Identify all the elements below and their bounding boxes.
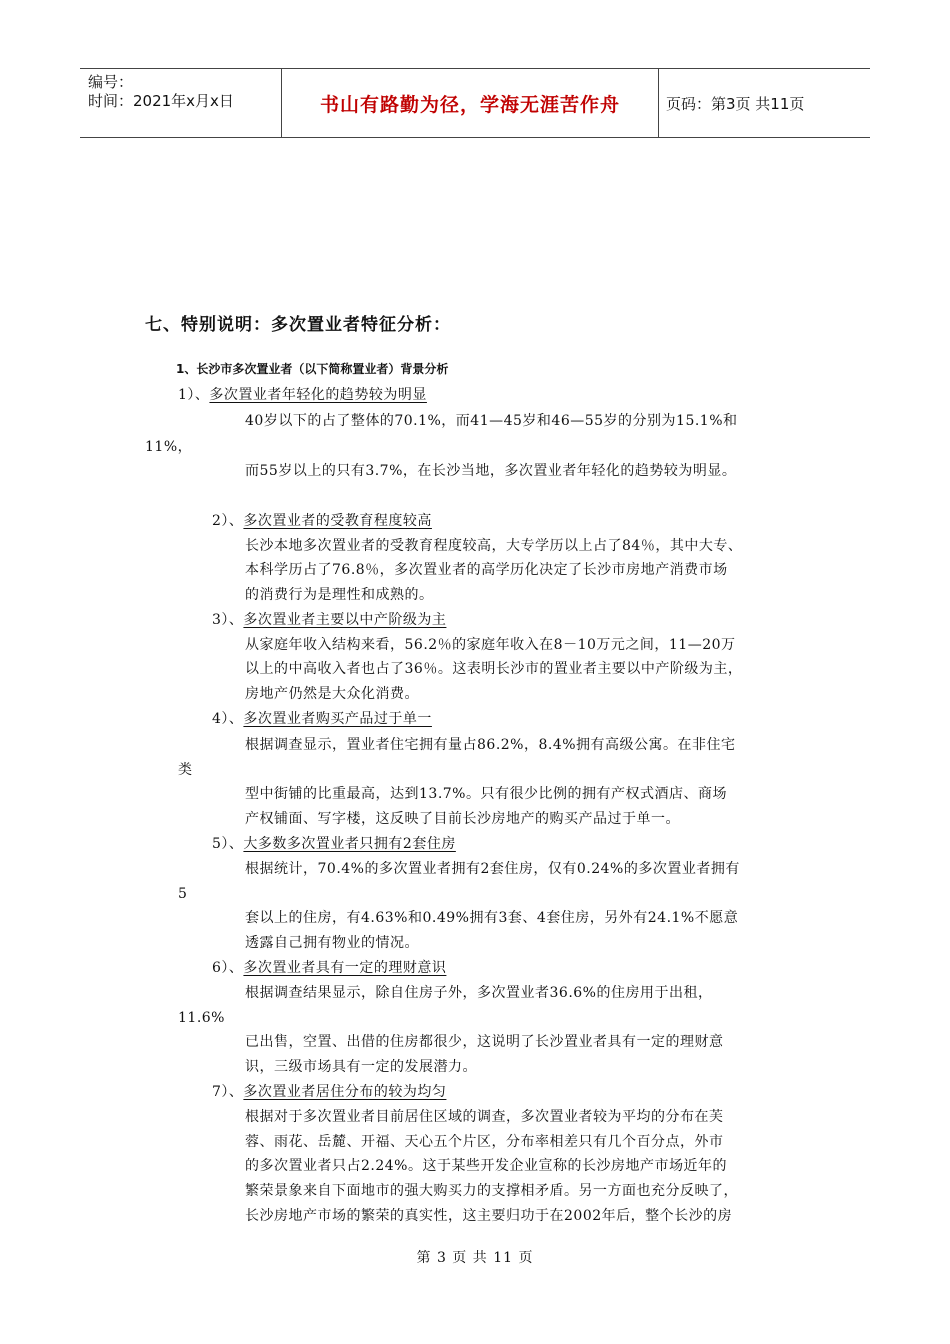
- item-number: 3）、: [212, 612, 244, 628]
- header-number: 编号：: [88, 73, 134, 91]
- item-title: 多次置业者年轻化的趋势较为明显: [209, 387, 427, 403]
- item-number: 2）、: [212, 513, 244, 529]
- item-number: 5）、: [212, 836, 244, 852]
- header-divider: [658, 69, 659, 137]
- body-line: 产权铺面、写字楼，这反映了目前长沙房地产的购买产品过于单一。: [245, 811, 680, 827]
- body-line: 类: [178, 762, 193, 778]
- body-line: 蓉、雨花、岳麓、开福、天心五个片区，分布率相差只有几个百分点，外市: [245, 1134, 724, 1150]
- item-heading-3: [212, 610, 446, 630]
- body-line: 根据对于多次置业者目前居住区域的调查，多次置业者较为平均的分布在芙: [245, 1109, 724, 1125]
- header-time: 时间：2021年x月x日: [88, 92, 234, 110]
- item-heading-4: [212, 709, 432, 729]
- body-line: 型中街铺的比重最高，达到13.7%。只有很少比例的拥有产权式酒店、商场: [245, 786, 727, 802]
- item-heading-5: [212, 834, 456, 854]
- section-title: 七、特别说明：多次置业者特征分析：: [145, 315, 451, 335]
- header-page-number: 页码：第3页 共11页: [666, 95, 805, 113]
- item-title: 多次置业者购买产品过于单一: [243, 711, 432, 727]
- item-heading-6: [212, 958, 446, 978]
- body-line: 11.6%: [178, 1010, 225, 1026]
- body-line: 根据调查结果显示，除自住房子外，多次置业者36.6%的住房用于出租，: [245, 985, 713, 1001]
- body-line: 透露自己拥有物业的情况。: [245, 935, 419, 951]
- item-heading-2: [212, 511, 432, 531]
- item-number: 6）、: [212, 960, 244, 976]
- body-line: 5: [178, 886, 188, 902]
- body-line: 识，三级市场具有一定的发展潜力。: [245, 1059, 477, 1075]
- body-line: 房地产仍然是大众化消费。: [245, 686, 419, 702]
- item-title: 多次置业者居住分布的较为均匀: [243, 1084, 447, 1100]
- body-line: 的消费行为是理性和成熟的。: [245, 587, 434, 603]
- body-line: 本科学历占了76.8％，多次置业者的高学历化决定了长沙市房地产消费市场: [245, 562, 728, 578]
- body-line: 根据统计，70.4%的多次置业者拥有2套住房，仅有0.24%的多次置业者拥有: [245, 861, 740, 877]
- item-number: 4）、: [212, 711, 244, 727]
- body-line: 的多次置业者只占2.24%。这于某些开发企业宣称的长沙房地产市场近年的: [245, 1158, 727, 1174]
- item-title: 多次置业者主要以中产阶级为主: [243, 612, 447, 628]
- body-line: 而55岁以上的只有3.7%，在长沙当地，多次置业者年轻化的趋势较为明显。: [245, 463, 737, 479]
- body-line: 根据调查显示，置业者住宅拥有量占86.2%，8.4%拥有高级公寓。在非住宅: [245, 737, 736, 753]
- body-line: 长沙房地产市场的繁荣的真实性，这主要归功于在2002年后，整个长沙的房: [245, 1208, 733, 1224]
- item-heading-7: [212, 1082, 446, 1102]
- item-title: 多次置业者具有一定的理财意识: [243, 960, 447, 976]
- body-line: 套以上的住房，有4.63%和0.49%拥有3套、4套住房，另外有24.1%不愿意: [245, 910, 739, 926]
- item-title: 多次置业者的受教育程度较高: [243, 513, 432, 529]
- item-number: 1）、: [178, 387, 210, 403]
- body-line: 40岁以下的占了整体的70.1%，而41—45岁和46—55岁的分别为15.1%和: [245, 413, 738, 429]
- item-number: 7）、: [212, 1084, 244, 1100]
- item-heading-1: [178, 385, 427, 405]
- body-line: 11%，: [145, 439, 193, 455]
- body-line: 已出售，空置、出借的住房都很少，这说明了长沙置业者具有一定的理财意: [245, 1034, 724, 1050]
- header-motto: 书山有路勤为径，学海无涯苦作舟: [319, 93, 620, 116]
- subsection-title: 1、长沙市多次置业者（以下简称置业者）背景分析: [176, 362, 449, 376]
- body-line: 长沙本地多次置业者的受教育程度较高，大专学历以上占了84％，其中大专、: [245, 538, 743, 554]
- body-line: 以上的中高收入者也占了36％。这表明长沙市的置业者主要以中产阶级为主，: [245, 661, 743, 677]
- header-meta: [88, 73, 234, 111]
- item-title: 大多数多次置业者只拥有2套住房: [243, 836, 456, 852]
- page-header: [80, 68, 870, 138]
- page-footer: 第 3 页 共 11 页: [416, 1250, 534, 1266]
- body-line: 从家庭年收入结构来看，56.2％的家庭年收入在8－10万元之间，11—20万: [245, 637, 736, 653]
- body-line: 繁荣景象来自下面地市的强大购买力的支撑相矛盾。另一方面也充分反映了，: [245, 1183, 738, 1199]
